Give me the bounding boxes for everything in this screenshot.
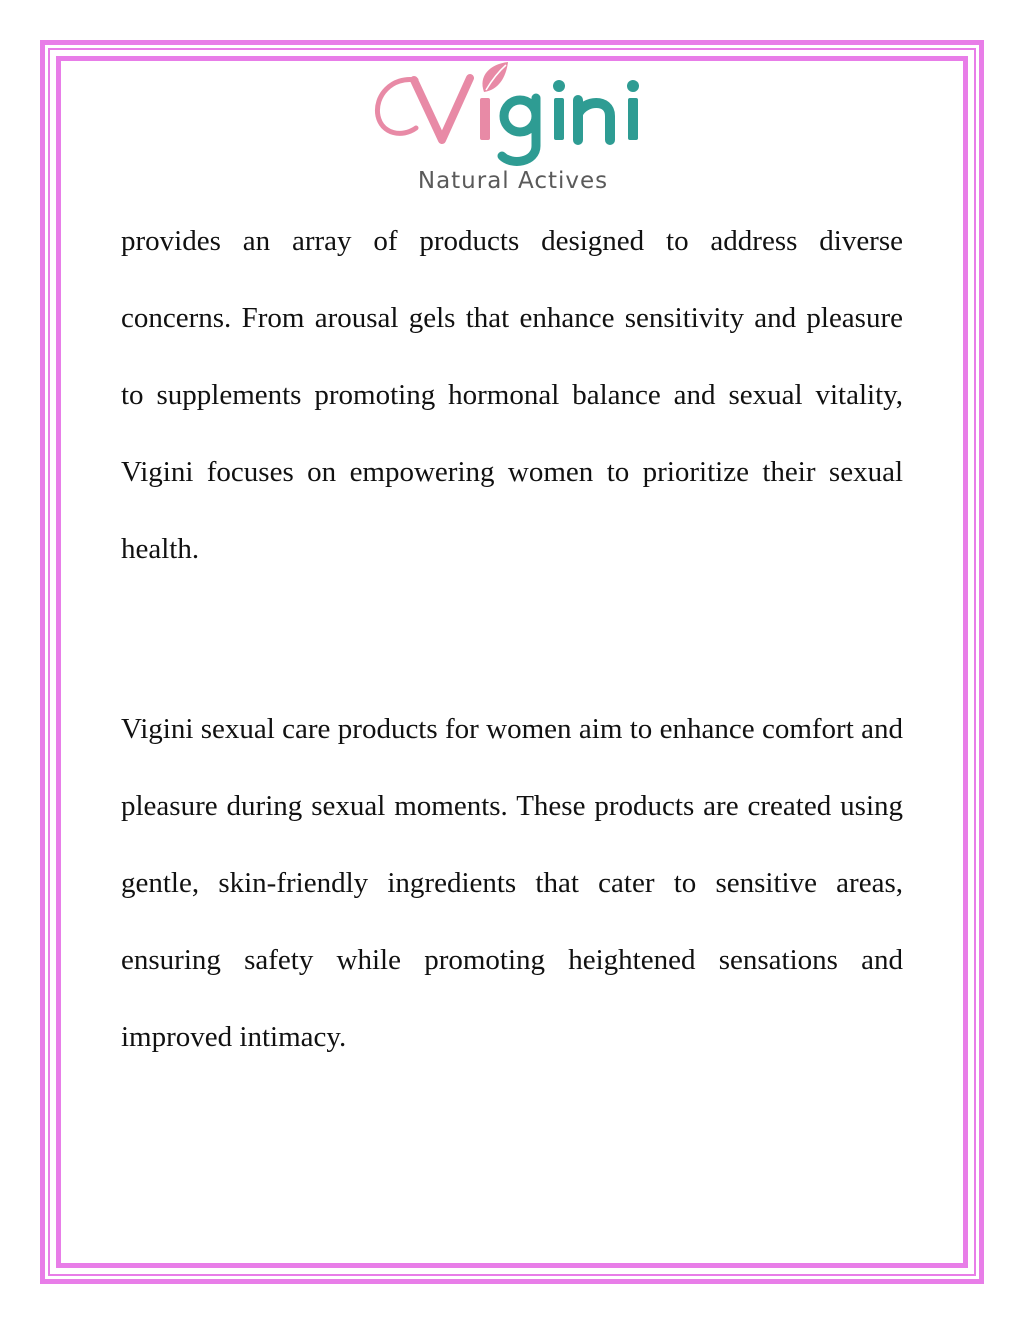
vigini-wordmark-logo [372, 58, 654, 168]
brand-tagline: Natural Actives [417, 168, 609, 194]
paragraph-1: provides an array of products designed to address diverse concerns. From arousal gels that enhance sensitivity and pleasure to supplements promoting hormonal balance and sexual vitality, Vigini focuses on empowering women to prioritize their sexual health. [121, 225, 903, 565]
paragraph-2: Vigini sexual care products for women aim to enhance comfort and pleasure during sexual moments. These products are created using gentle, skin-friendly ingredients that cater to sensitive areas, ensuring safety while promoting heightened sensations and improved intimacy. [121, 713, 903, 1053]
document-body [121, 203, 903, 1076]
brand-logo [372, 58, 654, 198]
